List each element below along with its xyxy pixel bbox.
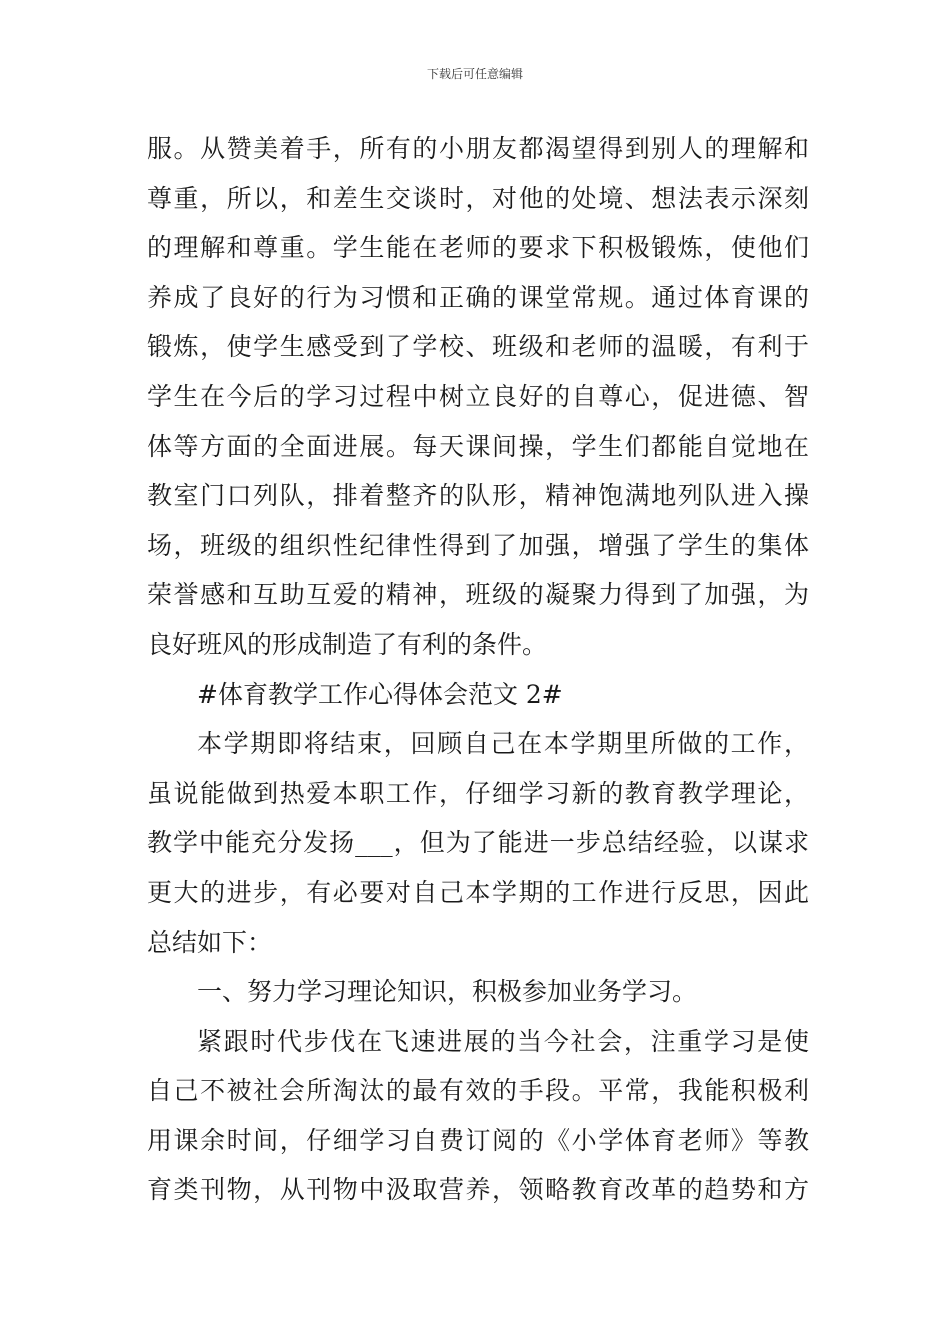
paragraph-line: 荣誉感和互助互爱的精神，班级的凝聚力得到了加强，为 <box>147 580 809 610</box>
paragraph-line: 更大的进步，有必要对自己本学期的工作进行反思，因此 <box>147 877 809 907</box>
paragraph-line: 尊重，所以，和差生交谈时，对他的处境、想法表示深刻 <box>147 183 809 213</box>
paragraph-line: 用课余时间，仔细学习自费订阅的《小学体育老师》等教 <box>147 1125 809 1155</box>
paragraph-line: 虽说能做到热爱本职工作，仔细学习新的教育教学理论， <box>147 778 809 808</box>
paragraph-line: 紧跟时代步伐在飞速进展的当今社会，注重学习是使 <box>197 1026 809 1056</box>
paragraph-line: 养成了良好的行为习惯和正确的课堂常规。通过体育课的 <box>147 282 809 312</box>
paragraph-line: 服。从赞美着手，所有的小朋友都渴望得到别人的理解和 <box>147 134 809 163</box>
paragraph-line: 总结如下： <box>147 927 273 957</box>
section-heading: #体育教学工作心得体会范文 2# <box>197 679 563 709</box>
paragraph-line: 育类刊物，从刊物中汲取营养，领略教育改革的趋势和方 <box>147 1175 809 1205</box>
paragraph-line: 自己不被社会所淘汰的最有效的手段。平常，我能积极利 <box>147 1076 809 1106</box>
paragraph-line: 本学期即将结束，回顾自己在本学期里所做的工作， <box>197 729 809 759</box>
paragraph-line: 教室门口列队，排着整齐的队形，精神饱满地列队进入操 <box>147 481 809 511</box>
paragraph-line: 锻炼，使学生感受到了学校、班级和老师的温暖，有利于 <box>147 332 809 362</box>
paragraph-line: 的理解和尊重。学生能在老师的要求下积极锻炼，使他们 <box>147 233 809 263</box>
paragraph-line: 学生在今后的学习过程中树立良好的自尊心，促进德、智 <box>147 381 809 411</box>
paragraph-line: 场，班级的组织性纪律性得到了加强，增强了学生的集体 <box>147 530 809 560</box>
subsection-heading: 一、努力学习理论知识，积极参加业务学习。 <box>197 977 698 1007</box>
paragraph-line: 体等方面的全面进展。每天课间操，学生们都能自觉地在 <box>147 431 809 461</box>
document-body <box>147 124 809 1215</box>
paragraph-line: 教学中能充分发扬___，但为了能进一步总结经验，以谋求 <box>147 828 809 858</box>
paragraph-line: 良好班风的形成制造了有利的条件。 <box>147 629 548 659</box>
page-header: 下载后可任意编辑 <box>426 67 523 81</box>
